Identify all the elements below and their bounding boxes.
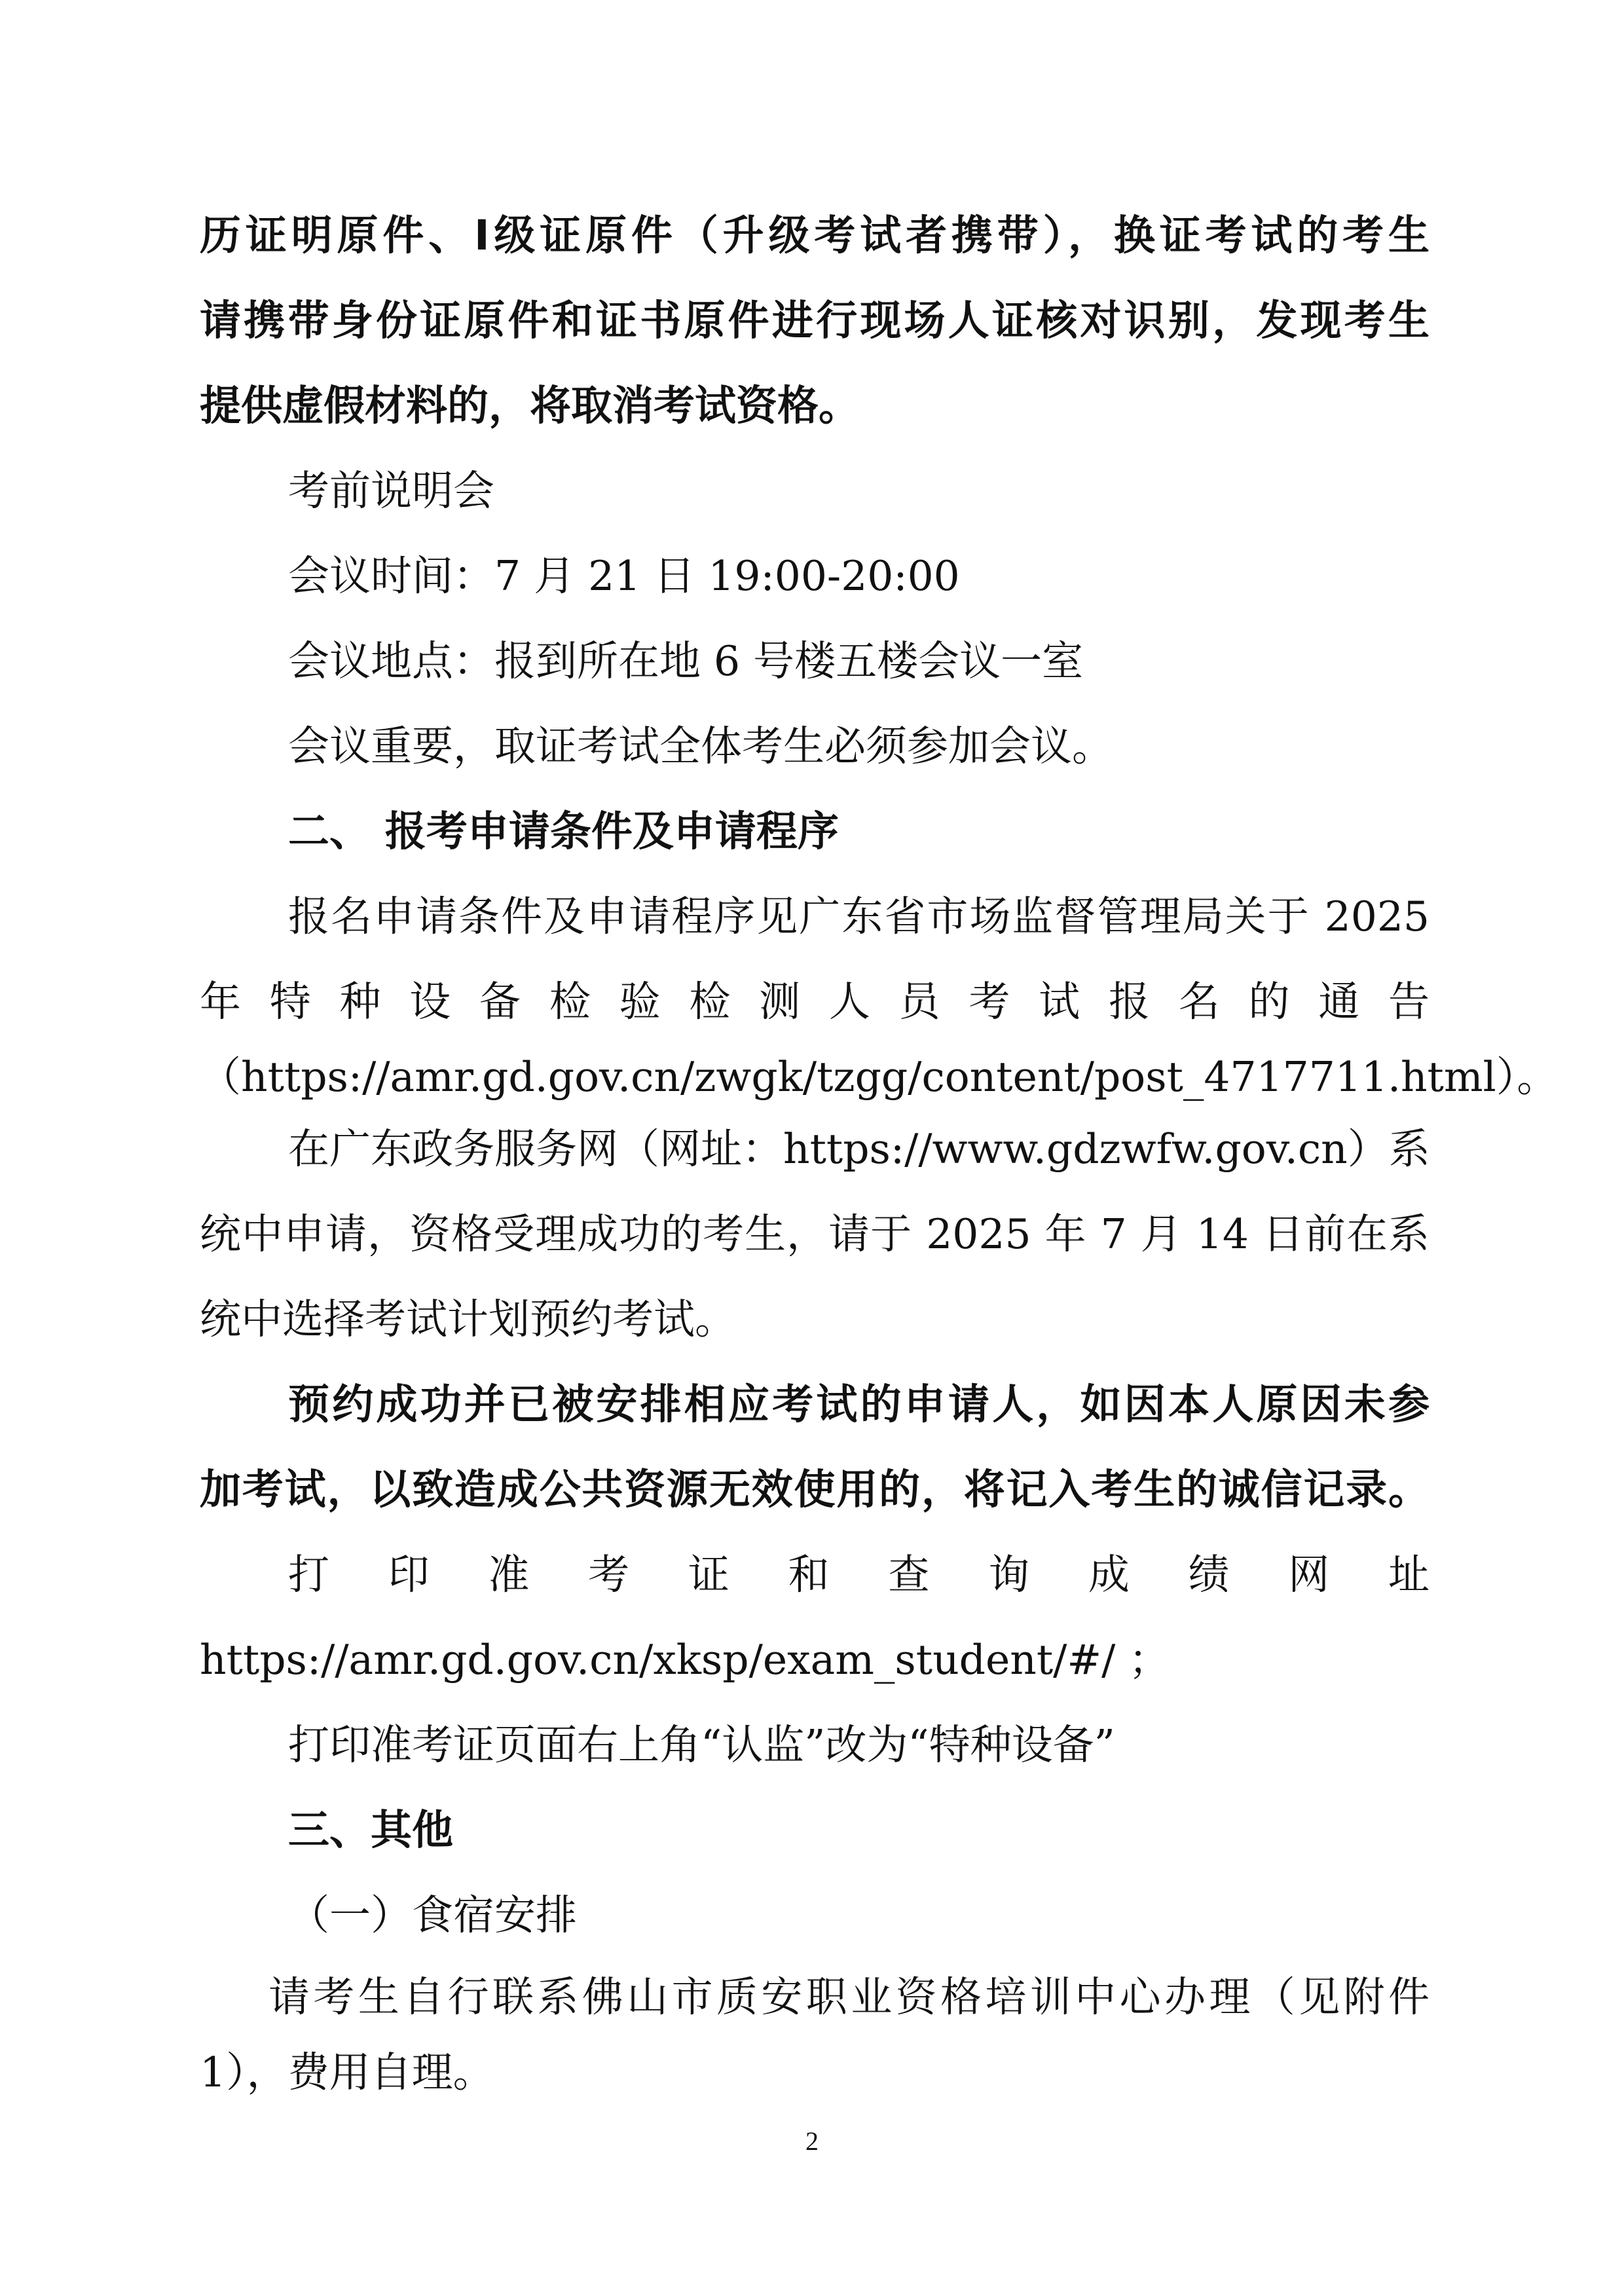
paragraph-line-3: 提供虚假材料的，将取消考试资格。	[200, 382, 860, 430]
notice-url: （https://amr.gd.gov.cn/zwgk/tzgg/content/post_4717711.html）。	[200, 1053, 1559, 1101]
exam-student-url: https://amr.gd.gov.cn/xksp/exam_student/#/ ；	[200, 1636, 1170, 1684]
paragraph-line-12: 在广东政务服务网（网址：https://www.gdzwfw.gov.cn）系	[288, 1125, 1430, 1173]
paragraph-line-10: 年特种设备检验检测人员考试报名的通告	[200, 978, 1430, 1026]
meeting-heading: 考前说明会	[288, 467, 494, 515]
paragraph-line-13: 统中申请，资格受理成功的考生，请于 2025 年 7 月 14 日前在系	[200, 1210, 1430, 1258]
section-heading-3: 三、其他	[288, 1806, 453, 1854]
paragraph-line-2: 请携带身份证原件和证书原件进行现场人证核对识别，发现考生	[200, 297, 1430, 344]
meeting-time: 会议时间：7 月 21 日 19:00-20:00	[288, 552, 960, 600]
subsection-heading-1: （一）食宿安排	[288, 1891, 577, 1939]
paragraph-line-15: 预约成功并已被安排相应考试的申请人，如因本人原因未参	[288, 1380, 1430, 1428]
meeting-note: 会议重要，取证考试全体考生必须参加会议。	[288, 722, 1113, 770]
paragraph-line-9: 报名申请条件及申请程序见广东省市场监督管理局关于 2025	[288, 893, 1430, 940]
paragraph-line-22: 请考生自行联系佛山市质安职业资格培训中心办理（见附件	[268, 1973, 1430, 2021]
page-number: 2	[805, 2126, 819, 2156]
paragraph-line-16: 加考试，以致造成公共资源无效使用的，将记入考生的诚信记录。	[200, 1466, 1430, 1513]
paragraph-line-17: 打印准考证和查询成绩网址	[288, 1551, 1430, 1599]
section-heading-2: 二、 报考申请条件及申请程序	[288, 807, 839, 855]
paragraph-line-14: 统中选择考试计划预约考试。	[200, 1295, 736, 1343]
paragraph-line-19: 打印准考证页面右上角“认监”改为“特种设备”	[288, 1721, 1115, 1769]
paragraph-line-23: 1），费用自理。	[200, 2048, 494, 2096]
meeting-location: 会议地点：报到所在地 6 号楼五楼会议一室	[288, 637, 1084, 685]
paragraph-line-1: 历证明原件、Ⅰ级证原件（升级考试者携带），换证考试的考生	[200, 212, 1430, 259]
